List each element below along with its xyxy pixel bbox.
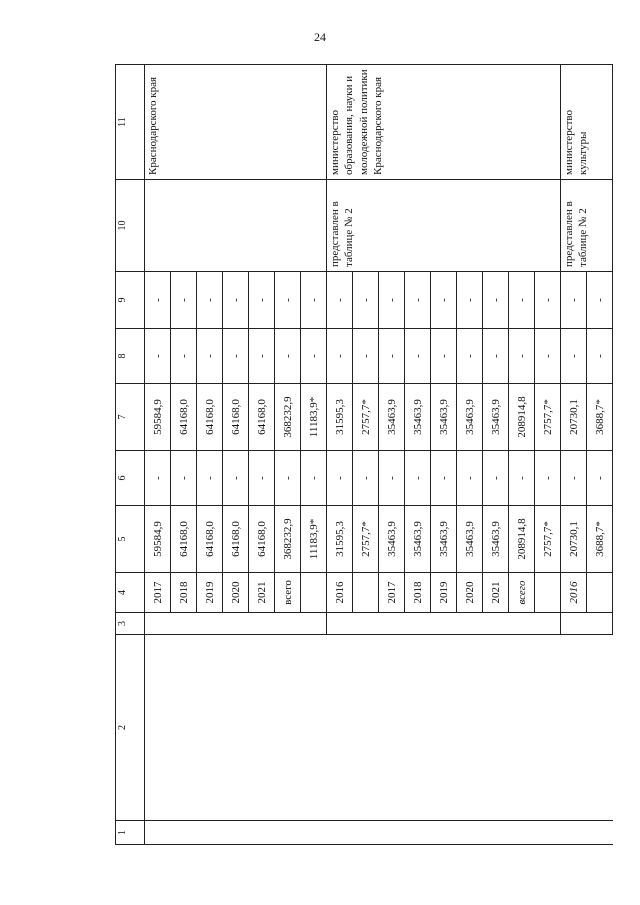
amount-col8-cell: - (587, 329, 613, 384)
amount-col7-cell: 35463,9 (405, 384, 431, 451)
amount-col6-cell: - (327, 451, 353, 506)
year-cell: 2017 (145, 573, 171, 613)
amount-col8-cell: - (249, 329, 275, 384)
amount-col8-cell: - (483, 329, 509, 384)
amount-col8-cell: - (379, 329, 405, 384)
amount-col9-cell: - (509, 272, 535, 329)
amount-col9-cell: - (405, 272, 431, 329)
amount-total-cell: 3688,7* (587, 506, 613, 573)
amount-col7-cell: 64168,0 (249, 384, 275, 451)
amount-total-cell: 35463,9 (457, 506, 483, 573)
amount-col7-cell: 64168,0 (197, 384, 223, 451)
amount-col7-cell: 31595,3 (327, 384, 353, 451)
amount-col6-cell: - (431, 451, 457, 506)
amount-total-cell: 35463,9 (483, 506, 509, 573)
responsible-executor-cell: министерство культуры (561, 65, 613, 180)
amount-col8-cell: - (171, 329, 197, 384)
year-cell: 2019 (431, 573, 457, 613)
amount-col8-cell: - (353, 329, 379, 384)
year-cell: 2020 (223, 573, 249, 613)
col3-cell (327, 613, 561, 635)
amount-col7-cell: 64168,0 (171, 384, 197, 451)
year-cell: 2018 (405, 573, 431, 613)
amount-col6-cell: - (535, 451, 561, 506)
amount-col8-cell: - (405, 329, 431, 384)
amount-col9-cell: - (379, 272, 405, 329)
header-cell: 2 (116, 635, 145, 821)
amount-col8-cell: - (431, 329, 457, 384)
amount-total-cell: 35463,9 (431, 506, 457, 573)
amount-col6-cell: - (457, 451, 483, 506)
amount-total-cell: 59584,9 (145, 506, 171, 573)
amount-col9-cell: - (353, 272, 379, 329)
rotated-table-wrapper (115, 65, 606, 845)
amount-col7-cell: 64168,0 (223, 384, 249, 451)
amount-col9-cell: - (301, 272, 327, 329)
amount-col6-cell: - (509, 451, 535, 506)
year-cell (301, 573, 327, 613)
result-reference-cell: представлен в таблице № 2 (561, 180, 613, 272)
amount-col6-cell: - (353, 451, 379, 506)
amount-col6-cell: - (405, 451, 431, 506)
amount-col6-cell: - (379, 451, 405, 506)
year-cell: всего (275, 573, 301, 613)
amount-col8-cell: - (535, 329, 561, 384)
year-cell (535, 573, 561, 613)
col3-cell (145, 613, 327, 635)
year-cell: 2016 (327, 573, 353, 613)
header-cell: 1 (116, 821, 145, 845)
amount-col9-cell: - (223, 272, 249, 329)
amount-total-cell: 2757,7* (535, 506, 561, 573)
amount-col9-cell: - (197, 272, 223, 329)
amount-total-cell: 11183,9* (301, 506, 327, 573)
amount-col8-cell: - (509, 329, 535, 384)
amount-col8-cell: - (197, 329, 223, 384)
amount-col7-cell: 3688,7* (587, 384, 613, 451)
header-cell: 10 (116, 180, 145, 272)
amount-col8-cell: - (275, 329, 301, 384)
amount-col7-cell: 2757,7* (353, 384, 379, 451)
amount-total-cell: 35463,9 (405, 506, 431, 573)
amount-col6-cell: - (223, 451, 249, 506)
amount-col8-cell: - (327, 329, 353, 384)
year-cell: 2021 (249, 573, 275, 613)
col3-cell (561, 613, 613, 635)
year-cell (353, 573, 379, 613)
result-reference-cell: представлен в таблице № 2 (327, 180, 561, 272)
amount-col6-cell: - (249, 451, 275, 506)
amount-col8-cell: - (223, 329, 249, 384)
amount-col7-cell: 35463,9 (457, 384, 483, 451)
amount-col9-cell: - (535, 272, 561, 329)
amount-col8-cell: - (457, 329, 483, 384)
col10-cell (145, 180, 327, 272)
amount-col9-cell: - (457, 272, 483, 329)
table-row (145, 65, 171, 845)
amount-col6-cell: - (561, 451, 587, 506)
header-cell: 7 (116, 384, 145, 451)
page-number: 24 (314, 30, 326, 44)
amount-total-cell: 368232,9 (275, 506, 301, 573)
year-cell: 2021 (483, 573, 509, 613)
amount-col7-cell: 11183,9* (301, 384, 327, 451)
amount-col9-cell: - (327, 272, 353, 329)
amount-col7-cell: 35463,9 (379, 384, 405, 451)
amount-total-cell: 2757,7* (353, 506, 379, 573)
year-cell: 2016 (561, 573, 587, 613)
year-cell: 2020 (457, 573, 483, 613)
year-cell: 2017 (379, 573, 405, 613)
header-cell: 4 (116, 573, 145, 613)
amount-col6-cell: - (197, 451, 223, 506)
col2-cell (145, 635, 613, 821)
amount-col7-cell: 20730,1 (561, 384, 587, 451)
amount-col6-cell: - (145, 451, 171, 506)
header-cell: 5 (116, 506, 145, 573)
amount-total-cell: 31595,3 (327, 506, 353, 573)
data-table (115, 64, 613, 845)
year-cell: 2019 (197, 573, 223, 613)
amount-total-cell: 64168,0 (223, 506, 249, 573)
amount-col8-cell: - (561, 329, 587, 384)
amount-col6-cell: - (301, 451, 327, 506)
responsible-executor-cell: Краснодарского края (145, 65, 327, 180)
amount-total-cell: 64168,0 (171, 506, 197, 573)
header-row (116, 65, 145, 845)
header-cell: 9 (116, 272, 145, 329)
amount-total-cell: 35463,9 (379, 506, 405, 573)
amount-col8-cell: - (145, 329, 171, 384)
amount-col7-cell: 59584,9 (145, 384, 171, 451)
responsible-executor-cell: министерство образования, науки и молодежной политики Краснодарского края (327, 65, 561, 180)
header-cell: 11 (116, 65, 145, 180)
amount-col7-cell: 35463,9 (431, 384, 457, 451)
amount-col7-cell: 2757,7* (535, 384, 561, 451)
year-cell: всего (509, 573, 535, 613)
amount-col6-cell: - (587, 451, 613, 506)
amount-col9-cell: - (587, 272, 613, 329)
header-cell: 6 (116, 451, 145, 506)
amount-col9-cell: - (249, 272, 275, 329)
amount-total-cell: 20730,1 (561, 506, 587, 573)
header-cell: 8 (116, 329, 145, 384)
amount-col7-cell: 208914,8 (509, 384, 535, 451)
amount-col6-cell: - (483, 451, 509, 506)
amount-col7-cell: 368232,9 (275, 384, 301, 451)
amount-col9-cell: - (275, 272, 301, 329)
amount-col9-cell: - (171, 272, 197, 329)
amount-col9-cell: - (431, 272, 457, 329)
amount-col9-cell: - (145, 272, 171, 329)
year-cell: 2018 (171, 573, 197, 613)
header-cell: 3 (116, 613, 145, 635)
amount-col9-cell: - (561, 272, 587, 329)
amount-col6-cell: - (275, 451, 301, 506)
amount-col6-cell: - (171, 451, 197, 506)
amount-col9-cell: - (483, 272, 509, 329)
year-cell (587, 573, 613, 613)
amount-total-cell: 64168,0 (249, 506, 275, 573)
amount-total-cell: 64168,0 (197, 506, 223, 573)
amount-col8-cell: - (301, 329, 327, 384)
amount-col7-cell: 35463,9 (483, 384, 509, 451)
amount-total-cell: 208914,8 (509, 506, 535, 573)
col1-cell (145, 821, 613, 845)
